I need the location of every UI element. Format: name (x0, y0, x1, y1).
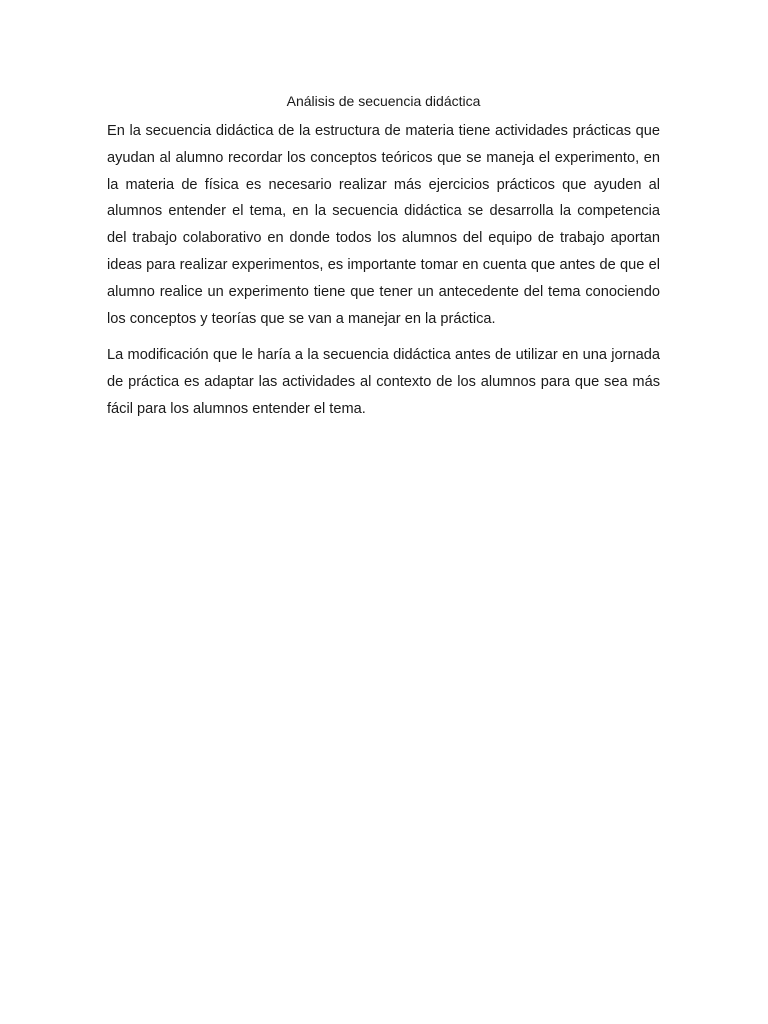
document-title: Análisis de secuencia didáctica (286, 93, 481, 109)
document-body (107, 118, 660, 423)
paragraph-2: La modificación que le haría a la secuencia didáctica antes de utilizar en una jornada de práctica es adaptar las actividades al contexto de los alumnos para que sea más fácil para los alumnos entender el tema. (107, 347, 660, 417)
paragraph-1: En la secuencia didáctica de la estructura de materia tiene actividades prácticas que ayudan al alumno recordar los conceptos teóricos que se maneja el experimento, en la materia de física es necesario realizar más ejercicios prácticos que ayuden al alumnos entender el tema, en la secuencia didáctica se desarrolla la competencia del trabajo colaborativo en donde todos los alumnos del equipo de trabajo aportan ideas para realizar experimentos, es importante tomar en cuenta que antes de que el alumno realice un experimento tiene que tener un antecedente del tema conociendo los conceptos y teorías que se van a manejar en la práctica. (107, 123, 660, 327)
